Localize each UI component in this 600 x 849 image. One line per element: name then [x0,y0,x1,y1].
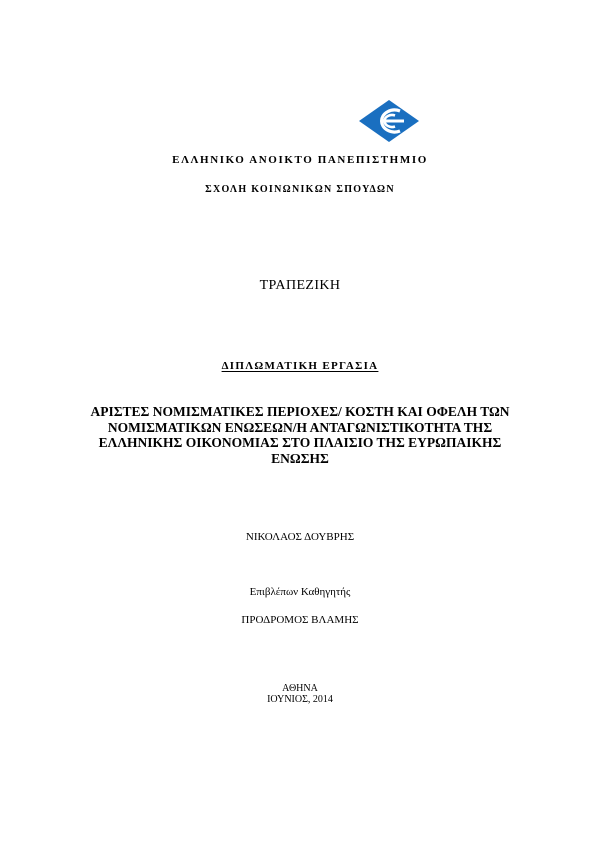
eap-university-logo-icon [358,99,420,143]
thesis-type-label: ΔΙΠΛΩΜΑΤΙΚΗ ΕΡΓΑΣΙΑ [221,360,379,372]
thesis-title-line: ΕΛΛΗΝΙΚΗΣ ΟΙΚΟΝΟΜΙΑΣ ΣΤΟ ΠΛΑΙΣΙΟ ΤΗΣ ΕΥΡΩΠΑΙΚΗΣ [98,435,502,450]
author-name: ΝΙΚΟΛΑΟΣ ΔΟΥΒΡΗΣ [245,531,355,543]
thesis-title [60,404,540,466]
school-name: ΣΧΟΛΗ ΚΟΙΝΩΝΙΚΩΝ ΣΠΟΥΔΩΝ [205,184,395,195]
thesis-type-heading [0,360,600,372]
supervisor-name: ΠΡΟΔΡΟΜΟΣ ΒΛΑΜΗΣ [241,614,359,626]
program-name: ΤΡΑΠΕΖΙΚΗ [259,278,341,293]
supervisor-label: Επιβλέπων Καθηγητής [249,586,351,598]
thesis-title-line: ΑΡΙΣΤΕΣ ΝΟΜΙΣΜΑΤΙΚΕΣ ΠΕΡΙΟΧΕΣ/ ΚΟΣΤΗ ΚΑΙ ΟΦΕΛΗ ΤΩΝ [90,404,510,419]
university-name: ΕΛΛΗΝΙΚΟ ΑΝΟΙΚΤΟ ΠΑΝΕΠΙΣΤΗΜΙΟ [172,154,428,166]
city: ΑΘΗΝΑ [282,683,318,694]
thesis-title-line: ΕΝΩΣΗΣ [271,450,329,466]
date: ΙΟΥΝΙΟΣ, 2014 [267,694,333,705]
thesis-title-line: ΝΟΜΙΣΜΑΤΙΚΩΝ ΕΝΩΣΕΩΝ/Η ΑΝΤΑΓΩΝΙΣΤΙΚΟΤΗΤΑ ΤΗΣ [107,419,493,435]
